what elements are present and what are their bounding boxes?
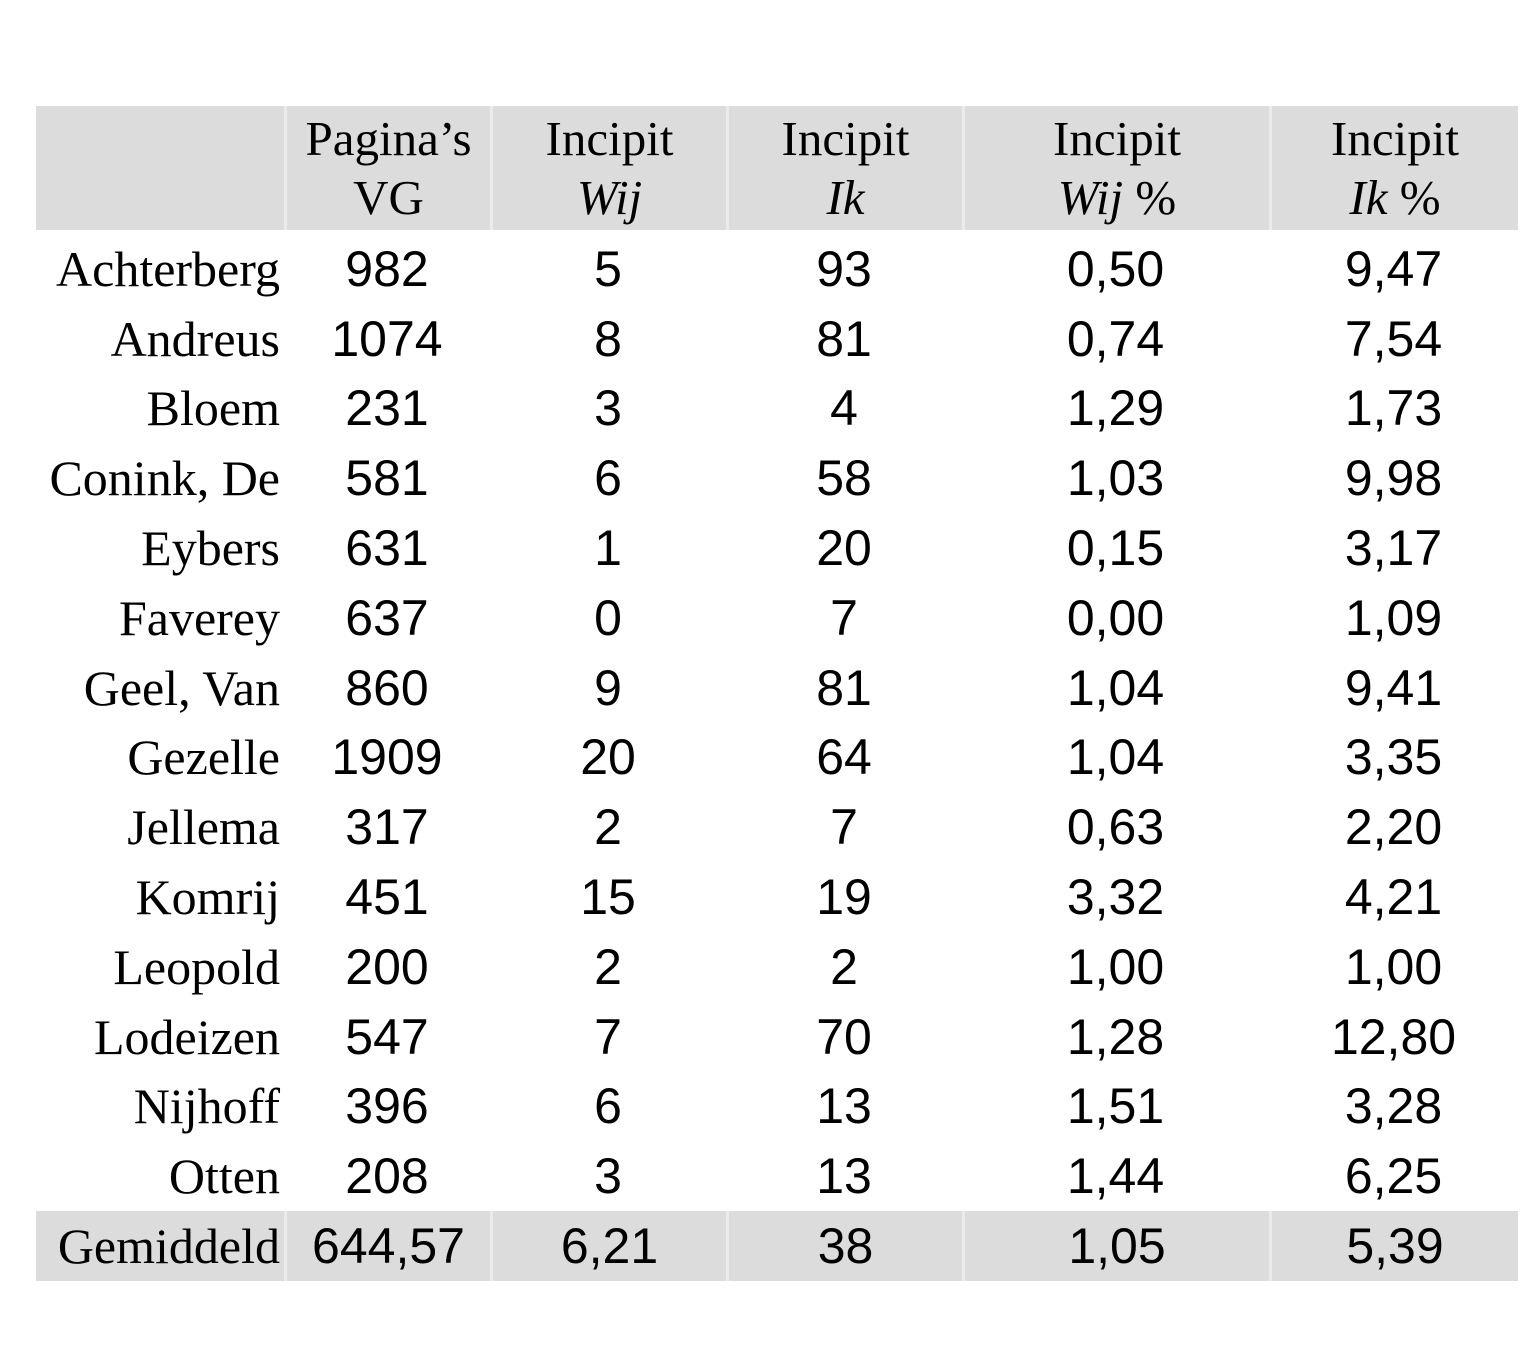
pages-cell: 547 <box>345 1008 429 1065</box>
header-incipit-ik-pct: Incipit Ik % <box>1269 106 1518 230</box>
table-row <box>36 234 1518 304</box>
table-row <box>36 653 1518 723</box>
header-row <box>36 106 1518 230</box>
incipit-wij-cell: 6 <box>594 450 622 507</box>
incipit-wij-cell: 20 <box>580 729 636 786</box>
pages-cell: 451 <box>345 869 429 926</box>
average-wij: 6,21 <box>490 1211 726 1281</box>
table-row <box>36 513 1518 583</box>
incipit-ik-pct-cell: 4,21 <box>1344 869 1443 926</box>
incipit-ik-cell: 70 <box>816 1008 872 1065</box>
incipit-wij-pct-cell: 0,00 <box>1066 589 1165 646</box>
author-name: Otten <box>168 1148 280 1205</box>
pages-cell: 200 <box>345 938 429 995</box>
incipit-wij-cell: 2 <box>594 938 622 995</box>
average-wij-pct: 1,05 <box>962 1211 1269 1281</box>
incipit-ik-cell: 13 <box>816 1148 872 1205</box>
incipit-wij-pct-cell: 3,32 <box>1066 869 1165 926</box>
incipit-ik-pct-cell: 1,73 <box>1344 380 1443 437</box>
incipit-wij-cell: 15 <box>580 869 636 926</box>
pages-cell: 637 <box>345 589 429 646</box>
header-incipit-wij: Incipit Wij <box>490 106 726 230</box>
table-body <box>36 230 1518 1281</box>
table-row <box>36 1072 1518 1142</box>
author-name: Faverey <box>118 589 280 646</box>
incipit-wij-cell: 3 <box>594 1148 622 1205</box>
pages-cell: 1074 <box>331 310 443 367</box>
header-pages: Pagina’s VG <box>284 106 490 230</box>
header-incipit-ik: Incipit Ik <box>726 106 962 230</box>
incipit-ik-cell: 7 <box>830 799 858 856</box>
average-pages: 644,57 <box>284 1211 490 1281</box>
incipit-ik-pct-cell: 6,25 <box>1344 1148 1443 1205</box>
author-name: Andreus <box>110 310 280 367</box>
author-name: Gezelle <box>127 729 280 786</box>
incipit-ik-cell: 13 <box>816 1078 872 1135</box>
incipit-ik-cell: 2 <box>830 938 858 995</box>
average-label: Gemiddeld <box>36 1211 284 1281</box>
incipit-ik-pct-cell: 9,47 <box>1344 240 1443 297</box>
incipit-wij-pct-cell: 1,28 <box>1066 1008 1165 1065</box>
incipit-wij-pct-cell: 1,03 <box>1066 450 1165 507</box>
incipit-wij-pct-cell: 1,04 <box>1066 659 1165 716</box>
author-name: Leopold <box>113 938 280 995</box>
incipit-wij-pct-cell: 1,04 <box>1066 729 1165 786</box>
incipit-ik-pct-cell: 1,00 <box>1344 938 1443 995</box>
header-empty <box>36 106 284 230</box>
incipit-wij-pct-cell: 1,44 <box>1066 1148 1165 1205</box>
incipit-ik-cell: 7 <box>830 589 858 646</box>
incipit-wij-cell: 6 <box>594 1078 622 1135</box>
table-row <box>36 862 1518 932</box>
incipit-ik-pct-cell: 12,80 <box>1330 1008 1457 1065</box>
incipit-wij-cell: 1 <box>594 520 622 577</box>
incipit-ik-cell: 20 <box>816 520 872 577</box>
incipit-wij-cell: 9 <box>594 659 622 716</box>
incipit-ik-pct-cell: 3,28 <box>1344 1078 1443 1135</box>
incipit-wij-cell: 5 <box>594 240 622 297</box>
pages-cell: 982 <box>345 240 429 297</box>
incipit-ik-cell: 93 <box>816 240 872 297</box>
table-row <box>36 932 1518 1002</box>
table-row <box>36 443 1518 513</box>
average-ik: 38 <box>726 1211 962 1281</box>
author-name: Lodeizen <box>93 1008 280 1065</box>
pages-cell: 317 <box>345 799 429 856</box>
incipit-wij-cell: 8 <box>594 310 622 367</box>
pages-cell: 396 <box>345 1078 429 1135</box>
incipit-wij-pct-cell: 0,50 <box>1066 240 1165 297</box>
table-row <box>36 374 1518 444</box>
author-name: Komrij <box>135 869 280 926</box>
incipit-ik-pct-cell: 3,35 <box>1344 729 1443 786</box>
incipit-ik-cell: 81 <box>816 659 872 716</box>
table-row <box>36 1141 1518 1211</box>
incipit-ik-cell: 4 <box>830 380 858 437</box>
pages-cell: 208 <box>345 1148 429 1205</box>
author-name: Geel, Van <box>83 659 280 716</box>
author-name: Eybers <box>141 520 280 577</box>
incipit-wij-cell: 7 <box>594 1008 622 1065</box>
incipit-ik-cell: 64 <box>816 729 872 786</box>
table-row <box>36 304 1518 374</box>
author-name: Bloem <box>146 380 280 437</box>
pages-cell: 581 <box>345 450 429 507</box>
incipit-ik-pct-cell: 9,41 <box>1344 659 1443 716</box>
incipit-wij-pct-cell: 0,63 <box>1066 799 1165 856</box>
incipit-wij-cell: 3 <box>594 380 622 437</box>
author-name: Conink, De <box>49 450 280 507</box>
incipit-wij-cell: 2 <box>594 799 622 856</box>
table-row <box>36 1002 1518 1072</box>
pages-cell: 631 <box>345 520 429 577</box>
table-row <box>36 723 1518 793</box>
incipit-ik-pct-cell: 3,17 <box>1344 520 1443 577</box>
author-name: Jellema <box>127 799 280 856</box>
pages-cell: 231 <box>345 380 429 437</box>
incipit-wij-pct-cell: 0,74 <box>1066 310 1165 367</box>
incipit-ik-cell: 58 <box>816 450 872 507</box>
incipit-wij-pct-cell: 1,29 <box>1066 380 1165 437</box>
incipit-wij-pct-cell: 0,15 <box>1066 520 1165 577</box>
incipit-ik-pct-cell: 7,54 <box>1344 310 1443 367</box>
incipit-wij-pct-cell: 1,51 <box>1066 1078 1165 1135</box>
author-name: Nijhoff <box>133 1078 280 1135</box>
average-ik-pct: 5,39 <box>1269 1211 1518 1281</box>
incipit-wij-cell: 0 <box>594 589 622 646</box>
incipit-wij-pct-cell: 1,00 <box>1066 938 1165 995</box>
incipit-ik-pct-cell: 2,20 <box>1344 799 1443 856</box>
table-row <box>36 792 1518 862</box>
incipit-ik-pct-cell: 1,09 <box>1344 589 1443 646</box>
incipit-ik-pct-cell: 9,98 <box>1344 450 1443 507</box>
header-incipit-wij-pct: Incipit Wij % <box>962 106 1269 230</box>
table-row <box>36 583 1518 653</box>
author-name: Achterberg <box>56 240 280 297</box>
incipit-ik-cell: 19 <box>816 869 872 926</box>
average-row <box>36 1211 1518 1281</box>
pages-cell: 860 <box>345 659 429 716</box>
pages-cell: 1909 <box>331 729 443 786</box>
incipit-table <box>36 106 1518 1281</box>
incipit-ik-cell: 81 <box>816 310 872 367</box>
